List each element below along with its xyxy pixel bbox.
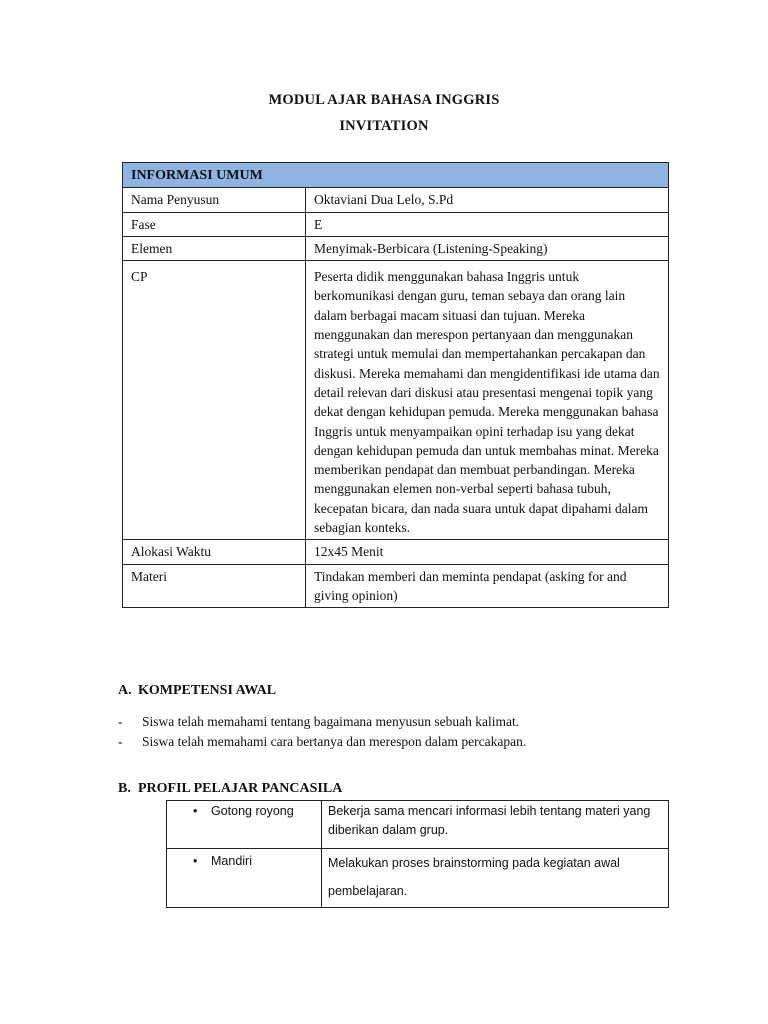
profil-key-gotong-royong	[167, 801, 322, 849]
table-header: INFORMASI UMUM	[123, 163, 669, 188]
row-value-nama-penyusun: Oktaviani Dua Lelo, S.Pd	[306, 188, 669, 212]
section-a-heading	[118, 683, 276, 699]
profil-key-label: Gotong royong	[211, 804, 294, 818]
table-row	[123, 236, 669, 260]
section-b-title: PROFIL PELAJAR PANCASILA	[138, 781, 343, 796]
list-item	[118, 712, 678, 732]
table-row	[123, 188, 669, 212]
section-b-number: B.	[118, 781, 131, 796]
dash-marker: -	[118, 714, 123, 729]
table-row	[167, 801, 669, 849]
row-key-elemen: Elemen	[123, 236, 306, 260]
table-header-row	[123, 163, 669, 188]
row-value-alokasi-waktu: 12x45 Menit	[306, 540, 669, 564]
bullet-icon: •	[193, 854, 198, 868]
row-key-nama-penyusun: Nama Penyusun	[123, 188, 306, 212]
section-a-number: A.	[118, 683, 132, 698]
table-row	[123, 540, 669, 564]
list-item-text: Siswa telah memahami cara bertanya dan merespon dalam percakapan.	[142, 733, 527, 749]
table-row	[123, 261, 669, 540]
row-key-fase: Fase	[123, 212, 306, 236]
section-a-title: KOMPETENSI AWAL	[138, 683, 277, 698]
section-b-heading	[118, 781, 342, 797]
table-row	[167, 849, 669, 908]
bullet-icon: •	[193, 804, 198, 818]
row-key-materi: Materi	[123, 564, 306, 608]
list-item	[118, 732, 678, 752]
row-value-fase: E	[306, 212, 669, 236]
profil-value-mandiri: Melakukan proses brainstorming pada kegiatan awal pembelajaran.	[322, 849, 669, 908]
table-row	[123, 564, 669, 608]
kompetensi-list	[118, 712, 678, 751]
profil-key-label: Mandiri	[211, 854, 252, 868]
profil-value-gotong-royong: Bekerja sama mencari informasi lebih tentang materi yang diberikan dalam grup.	[322, 801, 669, 849]
document-title: MODUL AJAR BAHASA INGGRIS	[268, 92, 500, 108]
row-value-elemen: Menyimak-Berbicara (Listening-Speaking)	[306, 236, 669, 260]
row-value-cp: Peserta didik menggunakan bahasa Inggris untuk berkomunikasi dengan guru, teman sebaya dan orang lain dalam berbagai macam situasi dan tujuan. Mereka menggunakan dan merespon pertanyaan dan menggunakan strategi untuk memulai dan mempertahankan percakapan dan diskusi. Mereka memahami dan mengidentifikasi ide utama dan detail relevan dari diskusi atau presentasi mengenai topik yang dekat dengan kehidupan pemuda. Mereka menggunakan bahasa Inggris untuk menyampaikan opini terhadap isu yang dekat dengan kehidupan pemuda dan untuk membahas minat. Mereka memberikan pendapat dan membuat perbandingan. Mereka menggunakan elemen non-verbal seperti bahasa tubuh, kecepatan bicara, dan nada suara untuk dapat dipahami dalam sebagian konteks.	[306, 261, 669, 540]
profil-key-mandiri	[167, 849, 322, 908]
profil-pelajar-table	[166, 800, 669, 908]
table-row	[123, 212, 669, 236]
row-key-alokasi-waktu: Alokasi Waktu	[123, 540, 306, 564]
document-subtitle: INVITATION	[339, 118, 429, 134]
dash-marker: -	[118, 733, 123, 749]
row-value-materi: Tindakan memberi dan meminta pendapat (asking for and giving opinion)	[306, 564, 669, 608]
general-info-table	[122, 162, 669, 608]
row-key-cp: CP	[123, 261, 306, 540]
list-item-text: Siswa telah memahami tentang bagaimana menyusun sebuah kalimat.	[142, 714, 520, 729]
